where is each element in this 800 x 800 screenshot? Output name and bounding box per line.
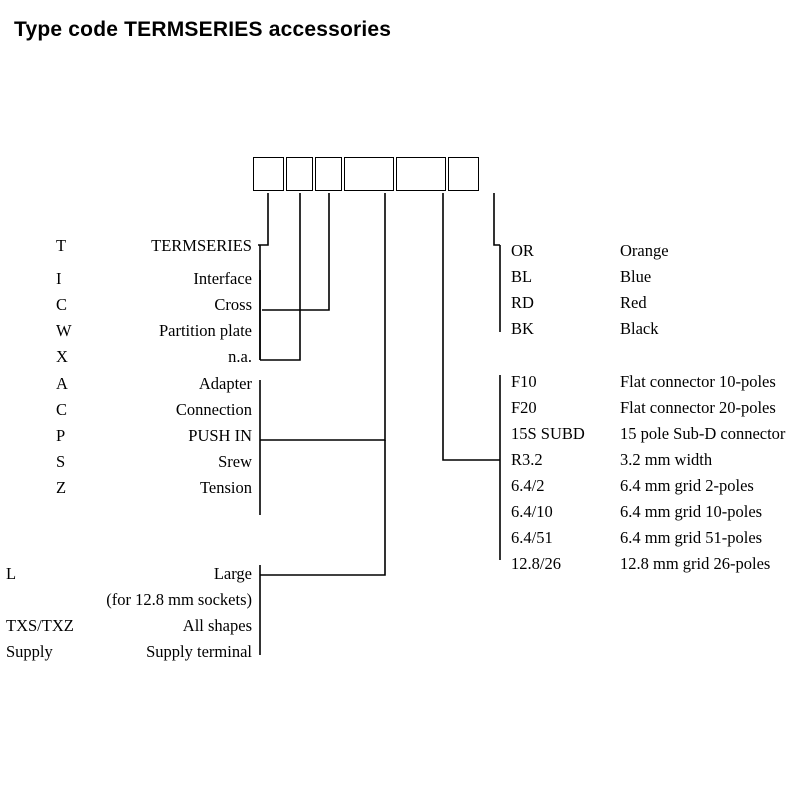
code-variant-r32: R3.2: [511, 450, 543, 469]
code-variant-6-4-2: 6.4/2: [511, 476, 545, 495]
code-type-x: X: [56, 347, 68, 366]
label-tension: Tension: [199, 478, 252, 497]
page-title: Type code TERMSERIES accessories: [14, 18, 392, 41]
desc-6-4-grid-51: 6.4 mm grid 51-poles: [620, 528, 763, 547]
code-variant-f20: F20: [511, 398, 537, 417]
desc-red: Red: [620, 293, 647, 312]
code-connection-a: A: [56, 374, 68, 393]
label-push-in: PUSH IN: [188, 426, 252, 445]
code-colour-rd: RD: [511, 293, 534, 312]
desc-3-2-mm-width: 3.2 mm width: [620, 450, 713, 469]
code-box-4: [344, 157, 394, 191]
code-variant-12-8-26: 12.8/26: [511, 554, 561, 573]
code-colour-bk: BK: [511, 319, 534, 338]
code-colour-or: OR: [511, 241, 534, 260]
desc-flat-connector-10: Flat connector 10-poles: [620, 372, 776, 391]
code-type-c: C: [56, 295, 68, 314]
label-termseries: TERMSERIES: [151, 236, 252, 255]
code-box-3: [315, 157, 342, 191]
code-family-t: T: [56, 236, 67, 255]
desc-black: Black: [620, 319, 659, 338]
code-box-5: [396, 157, 446, 191]
code-box-6: [448, 157, 479, 191]
label-interface: Interface: [193, 269, 252, 288]
code-connection-p: P: [56, 426, 66, 445]
label-cross: Cross: [214, 295, 252, 314]
desc-6-4-grid-10: 6.4 mm grid 10-poles: [620, 502, 763, 521]
desc-15-pole-subd: 15 pole Sub-D connector: [620, 424, 786, 443]
code-box-2: [286, 157, 313, 191]
code-size-txs-txz: TXS/TXZ: [6, 616, 74, 635]
code-type-w: W: [56, 321, 72, 340]
code-box-1: [253, 157, 284, 191]
label-adapter: Adapter: [198, 374, 252, 393]
label-large-note: (for 12.8 mm sockets): [106, 590, 252, 609]
label-all-shapes: All shapes: [182, 616, 252, 635]
code-variant-f10: F10: [511, 372, 537, 391]
code-type-i: I: [56, 269, 62, 288]
label-supply-terminal: Supply terminal: [146, 642, 252, 661]
code-colour-bl: BL: [511, 267, 533, 286]
code-variant-6-4-10: 6.4/10: [511, 502, 553, 521]
code-connection-s: S: [56, 452, 66, 471]
desc-6-4-grid-2: 6.4 mm grid 2-poles: [620, 476, 754, 495]
code-connection-c: C: [56, 400, 68, 419]
code-variant-15s-subd: 15S SUBD: [511, 424, 585, 443]
desc-flat-connector-20: Flat connector 20-poles: [620, 398, 776, 417]
code-variant-6-4-51: 6.4/51: [511, 528, 553, 547]
label-partition-plate: Partition plate: [158, 321, 252, 340]
desc-12-8-grid-26: 12.8 mm grid 26-poles: [620, 554, 771, 573]
desc-orange: Orange: [620, 241, 669, 260]
code-size-supply: Supply: [6, 642, 53, 661]
desc-blue: Blue: [620, 267, 652, 286]
code-size-l: L: [6, 564, 17, 583]
label-connection: Connection: [175, 400, 252, 419]
label-na: n.a.: [228, 347, 252, 366]
code-connection-z: Z: [56, 478, 67, 497]
label-srew: Srew: [218, 452, 252, 471]
label-large: Large: [213, 564, 252, 583]
